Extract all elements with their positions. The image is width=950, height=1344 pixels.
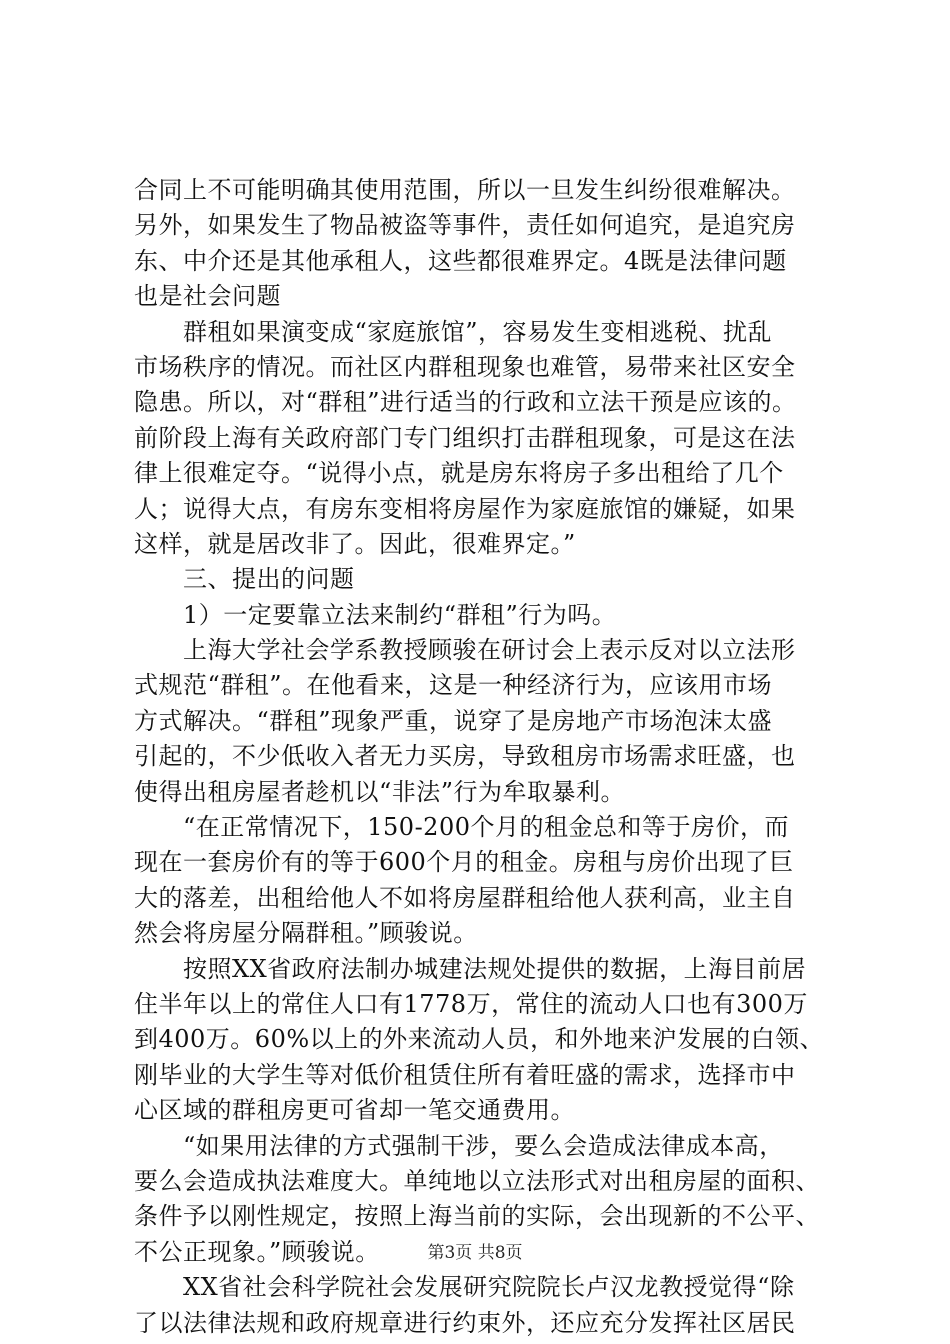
text-line: 到400万。60%以上的外来流动人员，和外地来沪发展的白领、 (134, 1025, 825, 1054)
text-line: 这样，就是居改非了。因此，很难界定。” (134, 529, 576, 558)
text-line: 东、中介还是其他承租人，这些都很难界定。4既是法律问题 (134, 246, 787, 275)
text-line: 律上很难定夺。“说得小点，就是房东将房子多出租给了几个 (134, 459, 784, 488)
text-line: 条件予以刚性规定，按照上海当前的实际，会出现新的不公平、 (134, 1202, 820, 1231)
text-line: 大的落差，出租给他人不如将房屋群租给他人获利高，业主自 (134, 883, 796, 912)
text-line: 合同上不可能明确其使用范围，所以一旦发生纠纷很难解决。 (134, 176, 796, 204)
text-line: XX省社会科学院社会发展研究院院长卢汉龙教授觉得“除 (134, 1273, 795, 1302)
page-footer: 第3页 共8页 (427, 1243, 523, 1263)
text-line: 不公正现象。”顾骏说。 (134, 1237, 380, 1266)
text-line: 心区域的群租房更可省却一笔交通费用。 (134, 1096, 575, 1125)
text-line: 住半年以上的常住人口有1778万，常住的流动人口也有300万 (134, 989, 808, 1018)
text-line: 也是社会问题 (134, 282, 281, 311)
text-line: 前阶段上海有关政府部门专门组织打击群租现象，可是这在法 (134, 423, 796, 452)
text-line: 要么会造成执法难度大。单纯地以立法形式对出租房屋的面积、 (134, 1166, 820, 1195)
text-line: 了以法律法规和政府规章进行约束外，还应充分发挥社区居民 (134, 1308, 796, 1337)
text-line: “在正常情况下，150-200个月的租金总和等于房价，而 (134, 813, 789, 842)
text-line: 上海大学社会学系教授顾骏在研讨会上表示反对以立法形 (134, 636, 796, 665)
text-line: 三、提出的问题 (134, 565, 355, 594)
text-line: 然会将房屋分隔群租。”顾骏说。 (134, 919, 478, 948)
text-line: 现在一套房价有的等于600个月的租金。房租与房价出现了巨 (134, 848, 794, 877)
text-line: 群租如果演变成“家庭旅馆”，容易发生变相逃税、扰乱 (134, 317, 773, 346)
text-line: 市场秩序的情况。而社区内群租现象也难管，易带来社区安全 (134, 352, 796, 381)
text-line: 方式解决。“群租”现象严重，说穿了是房地产市场泡沫太盛 (134, 706, 773, 735)
text-line: 人；说得大点，有房东变相将房屋作为家庭旅馆的嫌疑，如果 (134, 494, 796, 523)
text-line: 刚毕业的大学生等对低价租赁住所有着旺盛的需求，选择市中 (134, 1060, 796, 1089)
text-line: 式规范“群租”。在他看来，这是一种经济行为，应该用市场 (134, 671, 773, 700)
text-line: 引起的，不少低收入者无力买房，导致租房市场需求旺盛，也 (134, 742, 796, 771)
text-line: 1）一定要靠立法来制约“群租”行为吗。 (134, 600, 617, 629)
text-line: 按照XX省政府法制办城建法规处提供的数据，上海目前居 (134, 954, 807, 983)
text-line: 使得出租房屋者趁机以“非法”行为牟取暴利。 (134, 777, 626, 806)
document-body (134, 173, 834, 1341)
text-line: 隐患。所以，对“群租”进行适当的行政和立法干预是应该的。 (134, 388, 797, 417)
text-line: 另外，如果发生了物品被盗等事件，责任如何追究，是追究房 (134, 211, 796, 240)
text-line: “如果用法律的方式强制干涉，要么会造成法律成本高， (134, 1131, 784, 1160)
